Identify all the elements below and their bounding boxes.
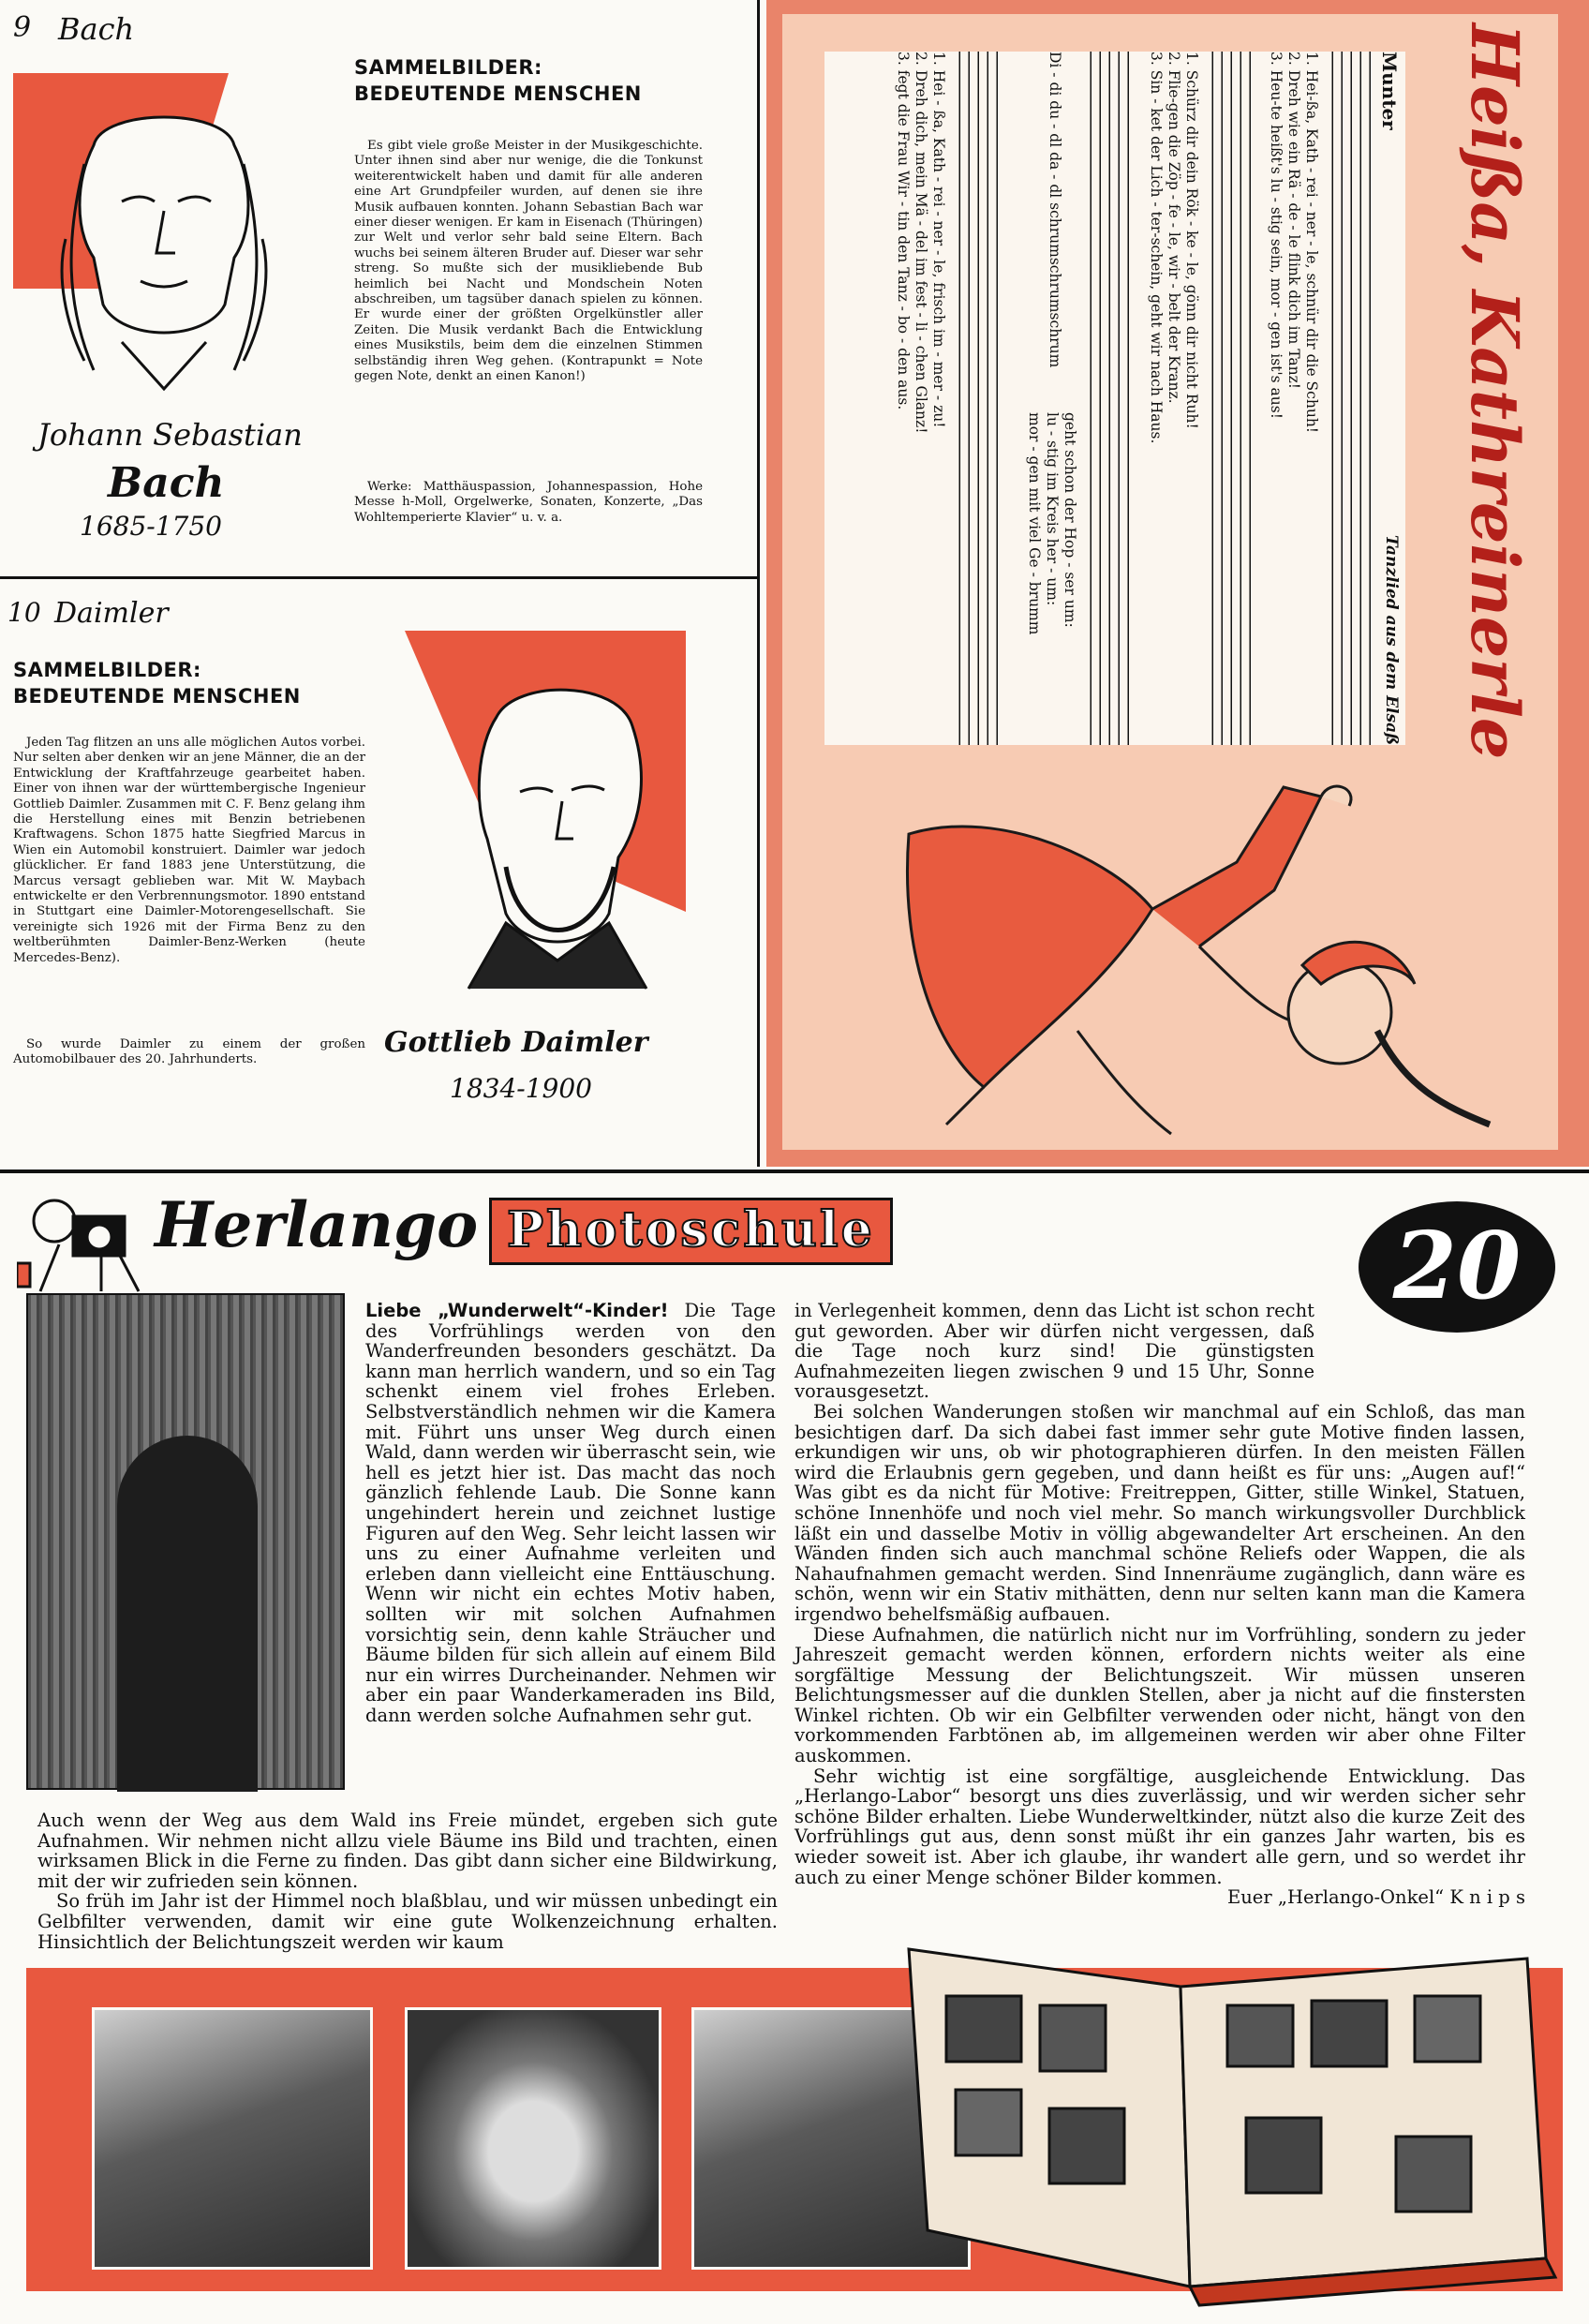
bach-portrait-dates: 1685-1750 (80, 511, 222, 542)
verse-c-3: 3. fegt die Frau Wir - tin den Tanz - bo - den aus. (895, 52, 912, 410)
bach-portrait (28, 89, 300, 408)
photoschule-lead: Liebe „Wunderwelt“-Kinder! (365, 1300, 669, 1321)
bach-portrait-name: Bach (108, 459, 225, 507)
verse-c-1: 1. Hei - ßa, Kath - rei - ner - le, frisch im - mer - zu! (930, 52, 947, 428)
photo-courtyard (92, 2007, 373, 2270)
refrain-a: Di - di du - dl da - dl schrumschrumschrum (1047, 52, 1063, 368)
daimler-portrait-dates: 1834-1900 (450, 1073, 592, 1104)
daimler-portrait (431, 679, 675, 998)
refrain-b-3: mor - gen mit viel Ge - brumm (1026, 412, 1043, 635)
bach-portrait-caption: Johann Sebastian (37, 417, 303, 453)
bach-heading-line1: SAMMELBILDER: (354, 56, 542, 79)
photoschule-col2-p2: Bei solchen Wanderungen stoßen wir manchmal auf ein Schloß, das man besichtigen darf. Da sich dabei fast immer sehr gute Motive finden lassen, erkundigen wir uns, ob wir photographieren dürfen. In den meisten Fällen wird die Erlaubnis gern gegeben, und dann heißt es für uns: „Augen auf!“ Was gibt es da nicht für Motive: Freitreppen, Gitter, stille Winkel, Statuen, schöne Innenhöfe und noch viel mehr. So manch wirkungsvoller Durchblick läßt ein und dasselbe Motiv in völlig abgewandelter Art erscheinen. An den Wänden finden sich auch manchmal schöne Reliefs oder Wappen, die als Nahaufnahmen gemacht werden. Sind Innenräume zugänglich, dann wäre es schön, wenn wir ein Stativ mithätten, denn nur selten kann man die Kamera irgendwo behelfsmäßig aufbauen. (794, 1400, 1525, 1625)
daimler-portrait-caption: Gottlieb Daimler (384, 1026, 648, 1059)
photo-album-illustration (871, 1930, 1565, 2315)
photoschule-col1-p3: So früh im Jahr ist der Himmel noch blaßblau, und wir müssen unbedingt ein Gelbfilter verwenden, damit wir eine gute Wolkenzeichnung erhalten. Hinsichtlich der Belichtungszeit werden wir kaum (37, 1890, 778, 1953)
photoschule-col1-p2: Auch wenn der Weg aus dem Wald ins Freie mündet, ergeben sich gute Aufnahmen. Wir nehmen nicht allzu viele Bäume ins Bild und trachten, einen wirksamen Blick in die Ferne zu finden. Das gibt dann sicher eine Bildwirkung, mit der wir zufrieden sein können. (37, 1810, 778, 1892)
photoschule-col2 (794, 1301, 1525, 1908)
staff-2 (1206, 52, 1251, 745)
verse-c-2: 2. Dreh dich, mein Mä - del im fest - li - chen Glanz! (913, 52, 929, 434)
song-title: Heißa, Kathreinerle (1456, 23, 1534, 760)
photoschule-col1-p1: Die Tage des Vorfrühlings werden von den Wanderfreunden besonders geschätzt. Da kann man herrlich wandern, und so ein Tag schenkt einem viel frohes Erleben. Selbstverständlich nehmen wir die Kamera mit. Führt uns unser Weg durch einen Wald, dann werden wir überrascht sein, wie hell es jetzt hier ist. Das macht das noch gänzlich fehlende Laub. Die Sonne kann ungehindert herein und zeichnet lustige Figuren auf den Weg. Sehr leicht lassen wir uns zu einer Aufnahme verleiten und erleben dann vielleicht eine Enttäuschung. Wenn wir nicht ein echtes Motiv haben, sollten wir mit solchen Aufnahmen vorsichtig sein, denn kahle Sträucher und Bäume bilden für sich allein auf einem Bild nur ein wirres Durcheinander. Nehmen wir aber ein paar Wanderkameraden ins Bild, dann werden solche Aufnahmen sehr gut. (365, 1300, 776, 1726)
verses-b (1147, 52, 1200, 745)
verse-a-3: 3. Heu-te heißt's lu - stig sein, mor - gen ist's aus! (1268, 52, 1285, 419)
photoschule-col2-p4: Sehr wichtig ist eine sorgfältige, ausgleichende Entwicklung. Das „Herlango-Labor“ besorgt uns dies zuverlässig, und wir werden sicher sehr schöne Bilder erhalten. Liebe Wunderweltkinder, nützt also die kurze Zeit des Vorfrühlings gut aus, denn sonst müßt ihr ein ganzes Jahr warten, bis es wieder soweit ist. Aber ich glaube, ihr wandert alle gern, und so werdet ihr auch zu einer Menge schöner Bilder kommen. (794, 1765, 1525, 1888)
dancing-girl-illustration (796, 750, 1508, 1153)
divider-horizontal-top (0, 576, 757, 579)
verse-a-2: 2. Dreh wie ein Rä - de - le flink dich im Tanz! (1285, 52, 1302, 390)
song-subtitle: Tanzlied aus dem Elsaß (1382, 535, 1401, 745)
daimler-heading (13, 657, 388, 709)
bach-heading (354, 54, 729, 107)
photoschule-col1-wide (37, 1810, 778, 1952)
refrain-b-1: geht schon der Hop - ser um: (1062, 412, 1078, 628)
verse-a-1: 1. Hei-ßa, Kath - rei - ner - le, schnür dir die Schuh! (1303, 52, 1320, 434)
bach-number: 9 (13, 11, 32, 44)
song-tempo: Munter (1378, 52, 1401, 130)
bach-text: Es gibt viele große Meister in der Musikgeschichte. Unter ihnen sind aber nur wenige, die die Tonkunst weiterentwickelt haben und damit für alle anderen eine Art Grundpfeiler wurden, auf denen sie ihre Musik aufbauen konnten. Johann Sebastian Bach war einer dieser wenigen. Er kam in Eisenach (Thüringen) zur Welt und verlor sehr bald seine Eltern. Bach wuchs bei seinem älteren Bruder auf. Dieser war sehr streng. So mußte sich der musikliebende Bub heimlich bei Nacht und Mondschein Noten abschreiben, um tagsüber danach spielen zu können. Er wurde einer der größten Orgelkünstler aller Zeiten. Die Musik verdankt Bach die Entwicklung eines Musikstils, beim dem die einzelnen Stimmen selbständig ihren Weg gehen. (Kontrapunkt = Note gegen Note, denkt an einen Kanon!) (354, 139, 703, 384)
daimler-heading-line2: BEDEUTENDE MENSCHEN (13, 685, 301, 708)
photoschule-col2-p3: Diese Aufnahmen, die natürlich nicht nur im Vorfrühling, sondern zu jeder Jahreszeit gemacht werden können, erfordern nichts weiter als eine sorgfältige Messung der Belichtungszeit. Wir müssen unseren Belichtungsmesser auf die dunklen Stellen, aber ja nicht auf die finstersten Winkel richten. Ob wir ein Gelbfilter verwenden oder nicht, hängt von den vorkommenden Farbtönen ab, im allgemeinen werden wir aber ohne Filter auskommen. (794, 1623, 1525, 1767)
photoschule-title-script: Herlango (155, 1188, 479, 1261)
verse-b-3: 3. Sin - ket der Lich - ter-schein, geht wir nach Haus. (1148, 52, 1165, 444)
camera-mascot-icon (17, 1188, 157, 1296)
staff-1 (1326, 52, 1371, 745)
verse-b-1: 1. Schürz dir dein Rök - ke - le, gönn dir nicht Ruh! (1183, 52, 1200, 429)
divider-horizontal-mid (0, 1169, 1589, 1173)
daimler-text: Jeden Tag flitzen an uns alle möglichen Autos vorbei. Nur selten aber denken wir an jene Männer, die an der Entwicklung der Kraftfahrzeuge gearbeitet haben. Einer von ihnen war der württembergische Ingenieur Gottlieb Daimler. Zusammen mit C. F. Benz gelang ihm die Herstellung eines mit Benzin betriebenen Kraftwagens. Schon 1875 hatte Siegfried Marcus in Wien ein Automobil konstruiert. Daimler war jedoch glücklicher. Er fand 1883 jene Unterstützung, die Marcus versagt geblieben war. Mit W. Maybach entwickelte er den Verbrennungsmotor. 1890 entstand in Stuttgart eine Daimler-Motorengesellschaft. Sie vereinigte sich 1926 mit der Firma Benz zu den weltberühmten Daimler-Benz-Werken (heute Mercedes-Benz). (13, 736, 365, 965)
daimler-heading-line1: SAMMELBILDER: (13, 659, 201, 681)
daimler-name-label: Daimler (54, 597, 169, 630)
daimler-card (0, 586, 757, 1157)
refrain-b (1025, 412, 1078, 745)
photoschule-title-block: Photoschule (489, 1198, 893, 1265)
staff-3 (1084, 52, 1129, 745)
portal-doorway (117, 1436, 258, 1792)
photo-coat-of-arms (405, 2007, 661, 2270)
photoschule-col2-p1: in Verlegenheit kommen, denn das Licht ist schon recht gut geworden. Aber wir dürfen nicht vergessen, daß die Tage noch kurz sind! Die günstigsten Aufnahmezeiten liegen zwischen 9 und 15 Uhr, Sonne vorausgesetzt. (794, 1300, 1314, 1403)
bach-card (0, 0, 757, 576)
verses-c (894, 52, 947, 745)
verses-a (1267, 52, 1320, 745)
bach-heading-line2: BEDEUTENDE MENSCHEN (354, 82, 642, 105)
verse-b-2: 2. Flie-gen die Zöp - fe - le, wir - belt der Kranz. (1166, 52, 1182, 404)
issue-number-badge: 20 (1359, 1201, 1555, 1333)
bach-works: Werke: Matthäuspassion, Johannespassion, Hohe Messe h-Moll, Orgelwerke, Sonaten, Konzerte, „Das Wohltemperierte Klavier“ u. v. a. (354, 480, 703, 525)
divider-vertical (757, 0, 760, 1167)
bach-name-label: Bach (58, 11, 135, 47)
daimler-text-2: So wurde Daimler zu einem der großen Automobilbauer des 20. Jahrhunderts. (13, 1037, 365, 1067)
photo-portal (26, 1293, 345, 1790)
song-rotated-block (820, 52, 1401, 745)
photoschule-signature: Euer „Herlango-Onkel“ K n i p s (1226, 1886, 1525, 1909)
photoschule-col1 (365, 1301, 776, 1725)
refrain-b-2: lu - stig im Kreis her - um: (1044, 412, 1061, 606)
staff-4 (953, 52, 998, 745)
daimler-number: 10 (7, 597, 41, 628)
